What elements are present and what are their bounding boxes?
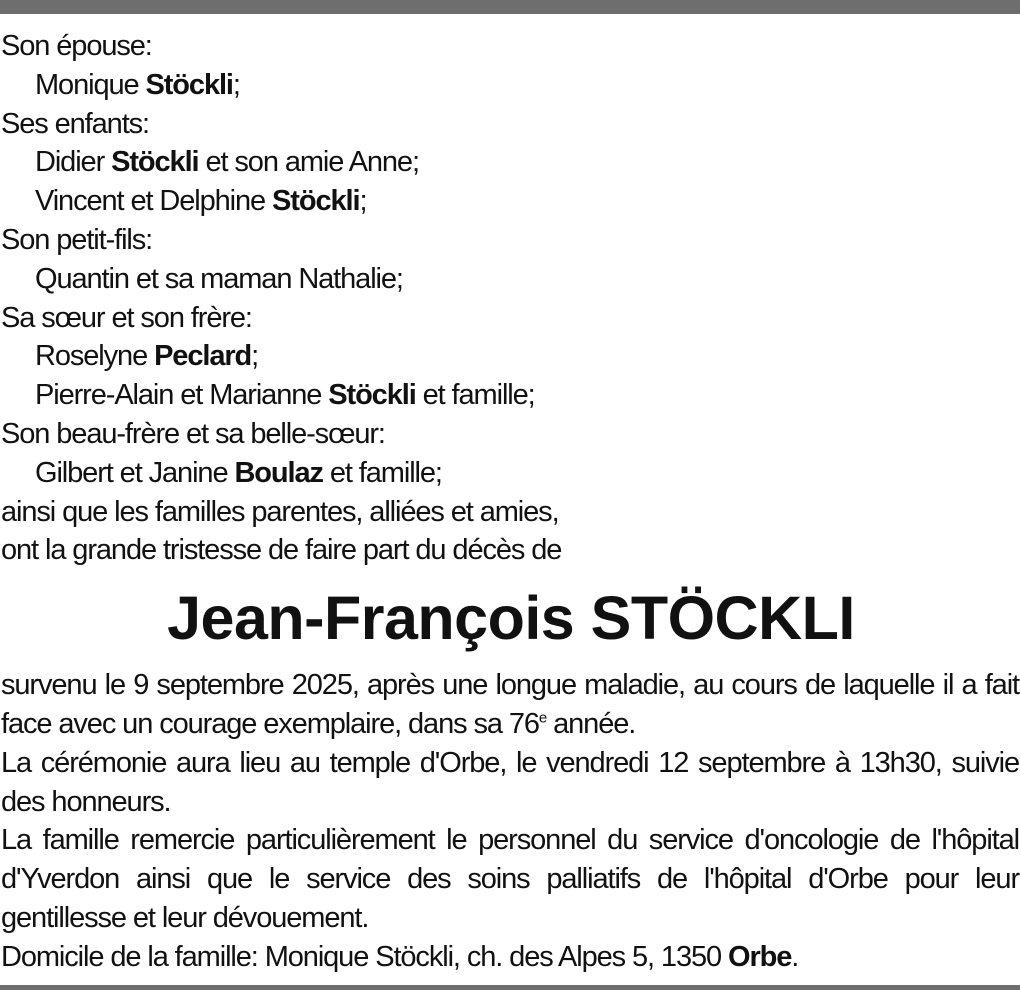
family-heading-line: ainsi que les familles parentes, alliées et amies, [1, 495, 559, 528]
name-text: ; [359, 185, 367, 218]
family-heading-line: Son petit-fils: [1, 223, 153, 256]
family-heading-line: Son épouse: [1, 30, 152, 62]
surname: Boulaz [234, 456, 323, 489]
name-text: Vincent et Delphine [35, 185, 273, 218]
family-heading-line: Sa sœur et son frère: [1, 301, 252, 334]
address-town: Orbe [728, 940, 792, 973]
name-text: et son amie Anne; [198, 146, 419, 179]
address-end: . [791, 940, 799, 973]
family-list [1, 27, 1019, 570]
family-member-line [1, 260, 1019, 299]
deceased-name: Jean-François STÖCKLI [167, 584, 855, 653]
family-heading-line: Son beau-frère et sa belle-sœur: [1, 417, 385, 450]
surname: Stöckli [328, 379, 416, 412]
family-member-line [1, 143, 1019, 182]
name-text: et famille; [322, 456, 442, 489]
name-text: ; [251, 340, 259, 373]
name-text: Monique [35, 68, 146, 101]
surname: Peclard [154, 340, 252, 373]
top-rule [0, 0, 1020, 14]
obituary-notice [1, 27, 1019, 977]
family-member-line [1, 66, 1019, 105]
family-member-line [1, 454, 1019, 493]
paragraph-thanks: La famille remercie particulièrement le personnel du service d'oncologie de l'hôpital d'Yverdon ainsi que le service des soins palliatifs de l'hôpital d'Orbe pour leur gentillesse et leur dévouement. [1, 824, 1019, 934]
surname: Stöckli [145, 68, 233, 101]
name-text: Pierre-Alain et Marianne [35, 379, 329, 412]
surname: Stöckli [272, 185, 360, 218]
bottom-rule [0, 985, 1020, 990]
death-details-text: survenu le 9 septembre 2025, après une longue maladie, au cours de laquelle il a fait face avec un courage exemplaire, dans sa 76 [1, 669, 1019, 740]
paragraph-address [1, 938, 1019, 977]
name-text: Quantin et sa maman Nathalie; [35, 262, 403, 295]
paragraph-ceremony: La cérémonie aura lieu au temple d'Orbe, le vendredi 12 septembre à 13h30, suivie des honneurs. [1, 746, 1019, 818]
name-text: et famille; [415, 379, 535, 412]
family-member-line [1, 182, 1019, 221]
family-heading-line: Ses enfants: [1, 107, 150, 140]
name-text: Didier [35, 146, 112, 179]
name-text: ; [232, 68, 240, 101]
family-heading-line: ont la grande tristesse de faire part du décès de [1, 534, 562, 567]
death-details-end: année. [546, 707, 636, 740]
paragraph-death-details [1, 666, 1019, 744]
family-member-line [1, 337, 1019, 376]
surname: Stöckli [111, 146, 199, 179]
address-text: Domicile de la famille: Monique Stöckli, ch. des Alpes 5, 1350 [1, 940, 728, 973]
name-text: Gilbert et Janine [35, 456, 235, 489]
ordinal-suffix: e [538, 709, 547, 727]
name-text: Roselyne [35, 340, 155, 373]
family-member-line [1, 376, 1019, 415]
